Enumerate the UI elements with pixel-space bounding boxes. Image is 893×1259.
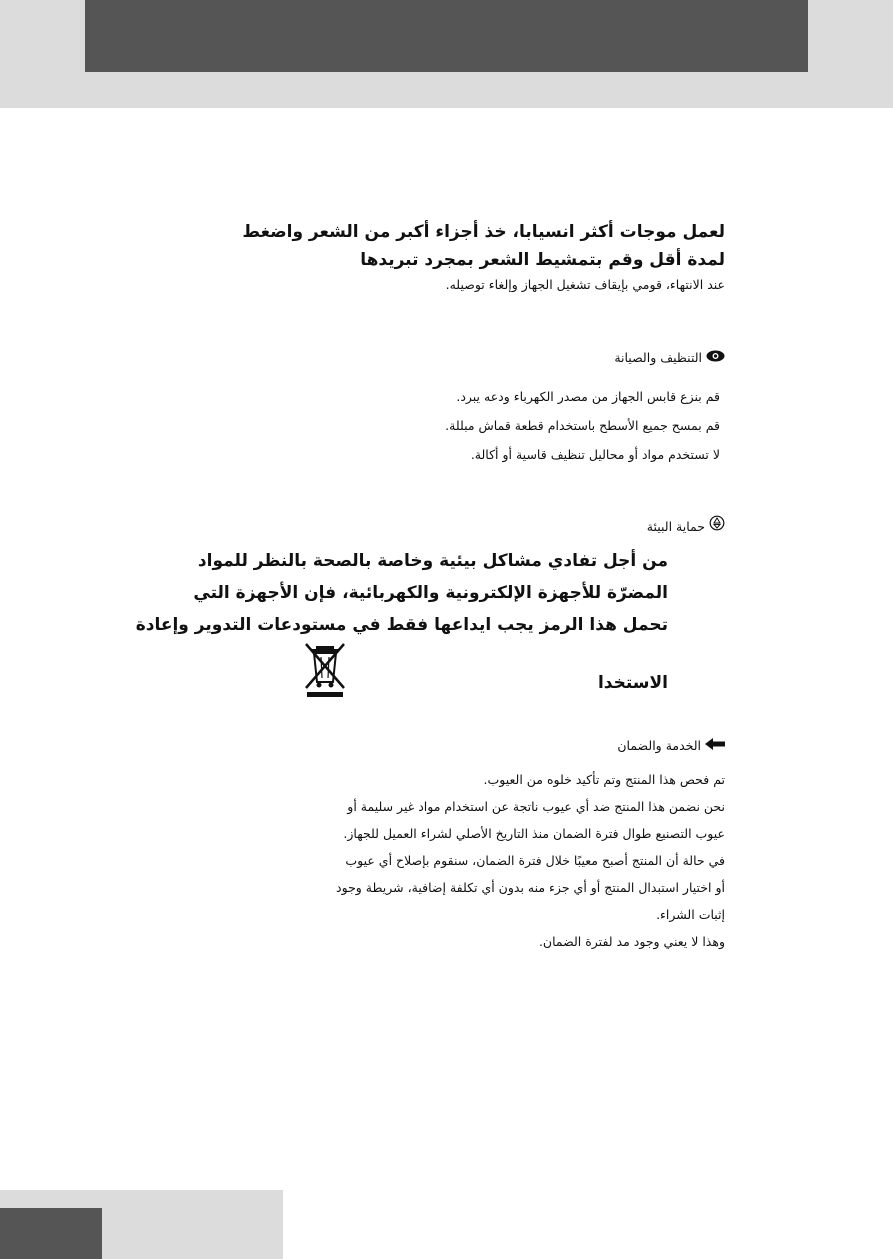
cleaning-section	[100, 346, 725, 469]
cleaning-step: قم بمسح جميع الأسطح باستخدام قطعة قماش مبللة.	[445, 418, 720, 433]
warranty-heading	[100, 734, 725, 758]
warranty-text-line: إثبات الشراء.	[656, 907, 725, 922]
styling-tips-section	[100, 218, 725, 296]
arrow-left-icon	[705, 734, 725, 758]
crossed-bin-icon	[302, 640, 348, 698]
warranty-heading-label: الخدمة والضمان	[617, 738, 701, 753]
warranty-text-line: تم فحص هذا المنتج وتم تأكيد خلوه من العيوب.	[483, 772, 725, 787]
warranty-text-line: أو اختيار استبدال المنتج أو أي جزء منه بدون أي تكلفة إضافية، شريطة وجود	[336, 880, 725, 895]
warranty-text-line: في حالة أن المنتج أصبح معيبًا خلال فترة الضمان، سنقوم بإصلاح أي عيوب	[345, 853, 725, 868]
tip-line-1: لعمل موجات أكثر انسيابا، خذ أجزاء أكبر من الشعر واضغط	[242, 222, 725, 242]
environment-text-line: المضرّة للأجهزة الإلكترونية والكهربائية، فإن الأجهزة التي	[193, 583, 668, 603]
warranty-text-line: وهذا لا يعني وجود مد لفترة الضمان.	[538, 934, 725, 949]
environment-heading-label: حماية البيئة	[646, 519, 705, 534]
environment-text-line: من أجل تفادي مشاكل بيئية وخاصة بالصحة بالنظر للمواد	[197, 551, 668, 571]
cleaning-step: لا تستخدم مواد أو محاليل تنظيف قاسية أو أكالة.	[470, 447, 720, 462]
environment-section	[100, 515, 725, 699]
warranty-text-line: نحن نضمن هذا المنتج ضد أي عيوب ناتجة عن استخدام مواد غير سليمة أو	[347, 799, 725, 814]
eye-icon	[706, 346, 725, 370]
warranty-text-line: عيوب التصنيع طوال فترة الضمان منذ التاريخ الأصلي لشراء العميل للجهاز.	[343, 826, 725, 841]
tip-line-2: لمدة أقل وقم بتمشيط الشعر بمجرد تبريدها	[360, 250, 725, 270]
warranty-section	[100, 734, 725, 955]
environment-text-line: تحمل هذا الرمز يجب ايداعها فقط في مستودعات التدوير وإعادة	[135, 615, 668, 635]
recycle-icon	[709, 515, 725, 539]
cleaning-step: قم بنزع قابس الجهاز من مصدر الكهرباء ودعه يبرد.	[456, 389, 720, 404]
cleaning-heading-label: التنظيف والصيانة	[614, 350, 702, 365]
footer-tab	[0, 1208, 102, 1259]
finish-instruction: عند الانتهاء، قومي بإيقاف تشغيل الجهاز وإلغاء توصيله.	[445, 277, 725, 292]
environment-text-line: الاستخدا	[597, 673, 668, 693]
cleaning-heading	[100, 346, 725, 370]
header-bar	[85, 0, 808, 72]
environment-heading	[100, 515, 725, 539]
